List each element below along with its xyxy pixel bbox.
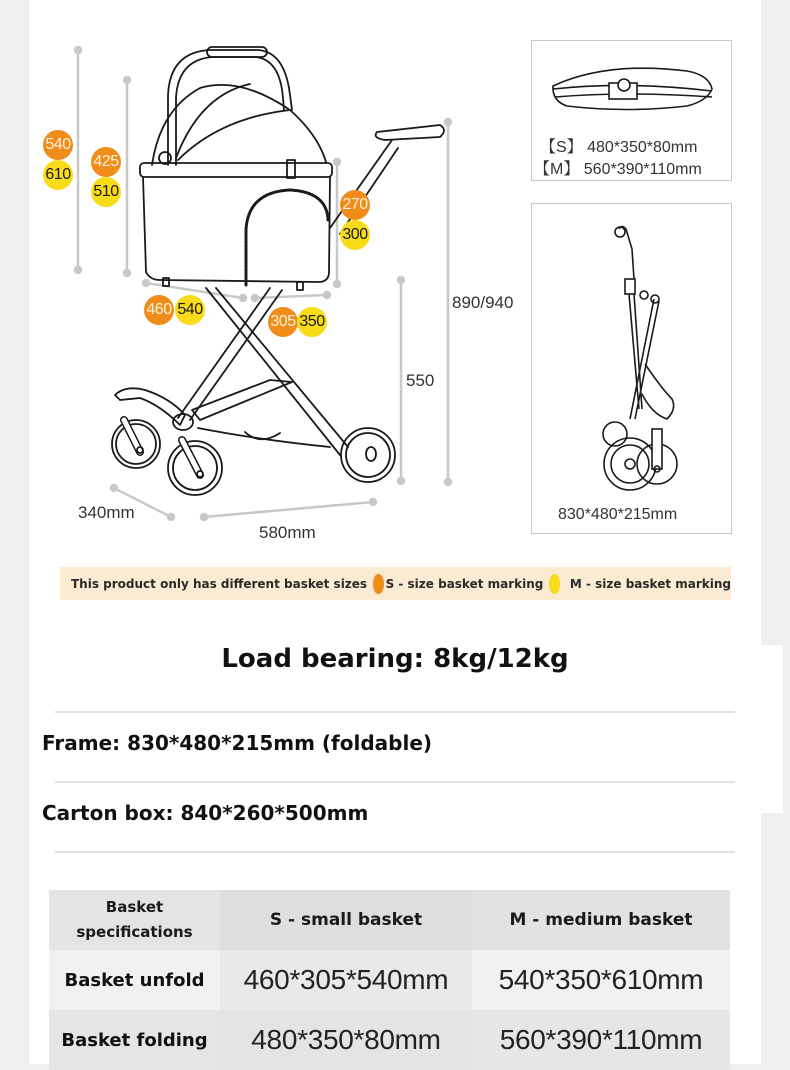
load-bearing-heading: Load bearing: 8kg/12kg bbox=[221, 644, 569, 674]
total-height-label: 890/940 bbox=[452, 293, 514, 312]
medium-basket-value: 540*350*610mm bbox=[472, 950, 730, 1010]
frame-spec: Frame: 830*480*215mm (foldable) bbox=[42, 731, 433, 755]
basket-length-s-badge: 460 bbox=[144, 295, 174, 325]
wheelbase-width-label: 340mm bbox=[78, 503, 135, 522]
carton-spec: Carton box: 840*260*500mm bbox=[42, 801, 369, 825]
basket-depth-s-badge: 270 bbox=[340, 190, 370, 220]
divider bbox=[55, 781, 735, 783]
stroller-illustration bbox=[0, 0, 530, 560]
header-small-basket: S - small basket bbox=[220, 890, 472, 950]
divider bbox=[55, 851, 735, 853]
header-line-1: Basket bbox=[105, 898, 164, 916]
folded-basket-m-size: 【M】 560*390*110mm bbox=[534, 161, 702, 178]
content-column-extension bbox=[761, 645, 783, 813]
small-basket-value: 480*350*80mm bbox=[220, 1010, 472, 1070]
basket-height-m-badge: 610 bbox=[43, 160, 73, 190]
basket-width-s-badge: 305 bbox=[268, 307, 298, 337]
table-header-row bbox=[49, 890, 730, 950]
legend-intro-text: This product only has different basket sizes bbox=[71, 576, 368, 591]
header-basket-specifications bbox=[49, 890, 220, 950]
row-label: Basket unfold bbox=[49, 950, 220, 1010]
basket-width-m-badge: 350 bbox=[297, 307, 327, 337]
folded-frame-illustration bbox=[582, 219, 692, 499]
legend-m-label: M - size basket marking bbox=[569, 576, 731, 591]
header-medium-basket: M - medium basket bbox=[472, 890, 730, 950]
folded-frame-size: 830*480*215mm bbox=[558, 506, 678, 523]
basket-height-s-badge: 540 bbox=[43, 130, 73, 160]
legend-s-label: S - size basket marking bbox=[385, 576, 544, 591]
folded-basket-s-size: 【S】 480*350*80mm bbox=[540, 139, 698, 156]
basket-inner-height-m-badge: 510 bbox=[91, 177, 121, 207]
folded-basket-panel bbox=[531, 40, 732, 181]
basket-length-m-badge: 540 bbox=[175, 295, 205, 325]
row-label: Basket folding bbox=[49, 1010, 220, 1070]
table-row bbox=[49, 1010, 730, 1070]
basket-inner-height-s-badge: 425 bbox=[91, 147, 121, 177]
basket-spec-table bbox=[49, 890, 730, 1070]
s-size-marker-icon bbox=[373, 574, 383, 594]
basket-depth-m-badge: 300 bbox=[340, 220, 370, 250]
header-line-2: specifications bbox=[76, 923, 193, 941]
m-size-marker-icon bbox=[549, 574, 559, 594]
folded-frame-panel bbox=[531, 203, 732, 534]
folded-basket-illustration bbox=[547, 61, 717, 121]
divider bbox=[55, 711, 735, 713]
table-row bbox=[49, 950, 730, 1010]
medium-basket-value: 560*390*110mm bbox=[472, 1010, 730, 1070]
basket-size-legend-banner bbox=[60, 567, 731, 600]
small-basket-value: 460*305*540mm bbox=[220, 950, 472, 1010]
push-bar bbox=[330, 140, 398, 234]
seat-height-label: 550 bbox=[406, 371, 435, 390]
wheelbase-length-label: 580mm bbox=[259, 523, 316, 542]
